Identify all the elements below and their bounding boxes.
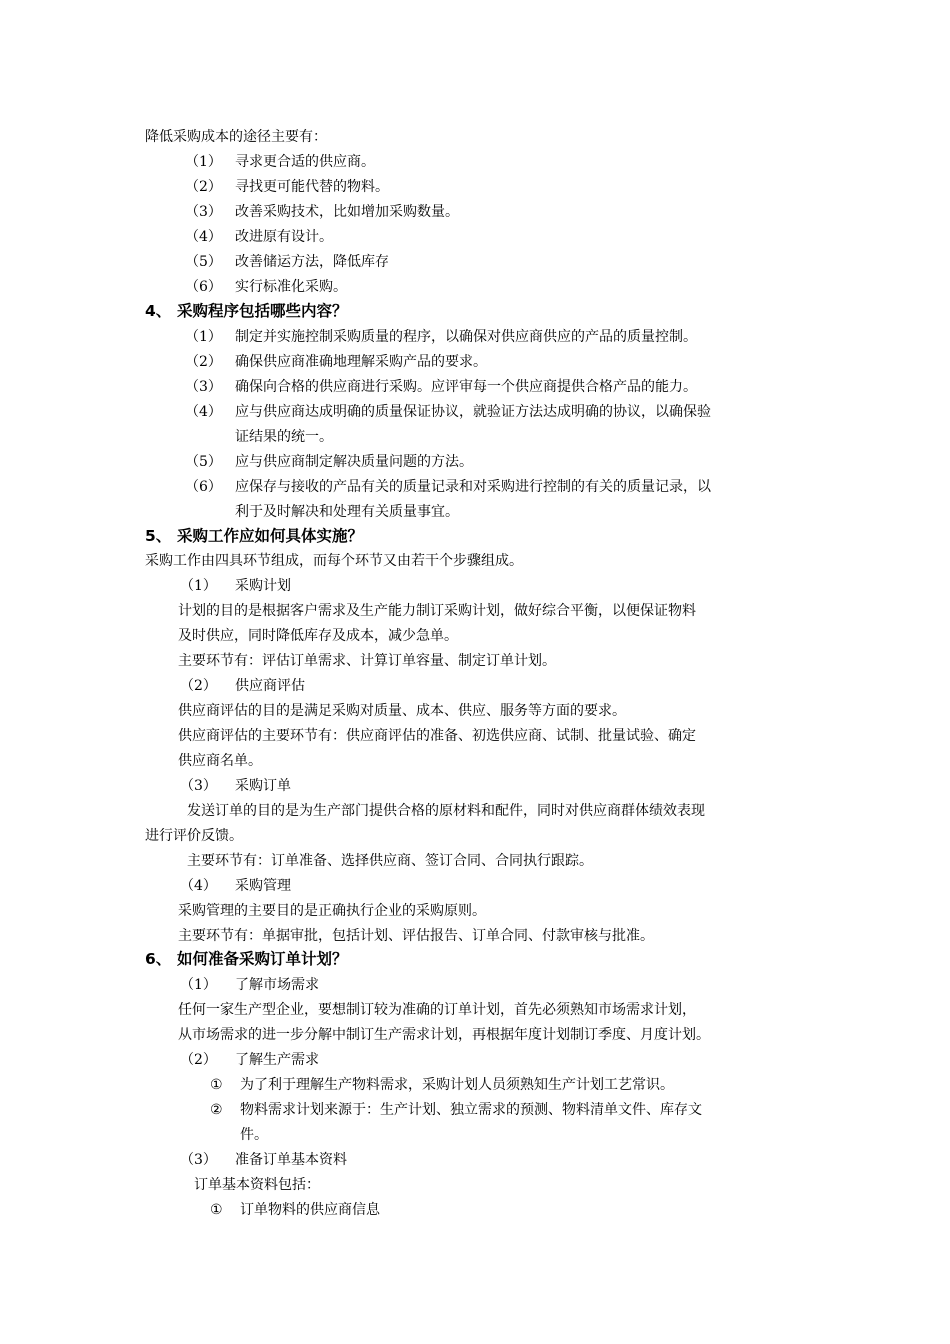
q5-s2-title: 供应商评估 [235, 678, 305, 694]
q4-item-text: 确保供应商准确地理解采购产品的要求。 [235, 354, 487, 370]
q6-s2-item-num: ② [210, 1102, 223, 1118]
q4-item-text: 利于及时解决和处理有关质量事宜。 [235, 504, 459, 520]
q6-heading: 如何准备采购订单计划？ [177, 950, 348, 968]
q4-item-text: 应与供应商制定解决质量问题的方法。 [235, 454, 473, 470]
q6-s2-item-text: 件。 [240, 1127, 268, 1143]
cost-item-num: （6） [185, 279, 222, 295]
q4-item-num: （3） [185, 379, 222, 395]
q6-s2-title: 了解生产需求 [235, 1052, 319, 1068]
q5-heading: 采购工作应如何具体实施？ [177, 527, 364, 545]
cost-intro: 降低采购成本的途径主要有： [145, 129, 327, 145]
q5-s2-paragraph: 供应商评估的目的是满足采购对质量、成本、供应、服务等方面的要求。 [178, 703, 626, 719]
cost-item-num: （1） [185, 154, 222, 170]
q6-s1-paragraph: 任何一家生产型企业，要想制订较为准确的订单计划，首先必须熟知市场需求计划， [178, 1002, 696, 1018]
q6-s1-num: （1） [180, 977, 217, 993]
q4-heading: 采购程序包括哪些内容？ [177, 302, 348, 320]
q4-item-num: （5） [185, 454, 222, 470]
cost-item-num: （2） [185, 179, 222, 195]
q5-s1-steps: 主要环节有：评估订单需求、计算订单容量、制定订单计划。 [178, 653, 556, 669]
cost-item-text: 寻找更可能代替的物料。 [235, 179, 389, 195]
cost-item-text: 寻求更合适的供应商。 [235, 154, 375, 170]
cost-item-text: 改进原有设计。 [235, 229, 333, 245]
cost-item-text: 实行标准化采购。 [235, 279, 347, 295]
q4-item-num: （6） [185, 479, 222, 495]
q5-s3-num: （3） [180, 778, 217, 794]
q5-s4-title: 采购管理 [235, 878, 291, 894]
q6-s2-num: （2） [180, 1052, 217, 1068]
q4-item-text: 应保存与接收的产品有关的质量记录和对采购进行控制的有关的质量记录，以 [235, 479, 711, 495]
q5-s4-steps: 主要环节有：单据审批，包括计划、评估报告、订单合同、付款审核与批准。 [178, 928, 654, 944]
cost-item-num: （5） [185, 254, 222, 270]
q5-s1-title: 采购计划 [235, 578, 291, 594]
q4-item-num: （2） [185, 354, 222, 370]
q4-item-num: （1） [185, 329, 222, 345]
q5-s3-title: 采购订单 [235, 778, 291, 794]
q6-s3-num: （3） [180, 1152, 217, 1168]
q4-number: 4、 [145, 302, 172, 320]
q5-s1-paragraph: 计划的目的是根据客户需求及生产能力制订采购计划，做好综合平衡，以便保证物料 [178, 603, 696, 619]
q5-intro: 采购工作由四具环节组成，而每个环节又由若干个步骤组成。 [145, 553, 523, 569]
cost-item-num: （3） [185, 204, 222, 220]
q5-number: 5、 [145, 527, 172, 545]
q6-s2-item-text: 物料需求计划来源于：生产计划、独立需求的预测、物料清单文件、库存文 [240, 1102, 702, 1118]
q6-number: 6、 [145, 950, 172, 968]
q6-s1-paragraph: 从市场需求的进一步分解中制订生产需求计划，再根据年度计划制订季度、月度计划。 [178, 1027, 710, 1043]
q5-s3-paragraph: 进行评价反馈。 [145, 828, 243, 844]
q4-item-text: 确保向合格的供应商进行采购。应评审每一个供应商提供合格产品的能力。 [235, 379, 697, 395]
q5-s4-num: （4） [180, 878, 217, 894]
q6-s3-intro: 订单基本资料包括： [194, 1177, 320, 1193]
q5-s2-steps: 供应商名单。 [178, 753, 262, 769]
q5-s2-steps: 供应商评估的主要环节有：供应商评估的准备、初选供应商、试制、批量试验、确定 [178, 728, 696, 744]
q5-s2-num: （2） [180, 678, 217, 694]
q5-s3-steps: 主要环节有：订单准备、选择供应商、签订合同、合同执行跟踪。 [187, 853, 593, 869]
q6-s2-item-num: ① [210, 1077, 223, 1093]
q6-s2-item-text: 为了利于理解生产物料需求，采购计划人员须熟知生产计划工艺常识。 [240, 1077, 674, 1093]
q6-s3-item-text: 订单物料的供应商信息 [240, 1202, 380, 1218]
cost-item-text: 改善储运方法，降低库存 [235, 254, 389, 270]
q4-item-text: 应与供应商达成明确的质量保证协议，就验证方法达成明确的协议，以确保验 [235, 404, 711, 420]
q4-item-text: 证结果的统一。 [235, 429, 333, 445]
cost-item-num: （4） [185, 229, 222, 245]
q5-s3-paragraph: 发送订单的目的是为生产部门提供合格的原材料和配件，同时对供应商群体绩效表现 [187, 803, 705, 819]
q6-s3-item-num: ① [210, 1202, 223, 1218]
q4-item-text: 制定并实施控制采购质量的程序，以确保对供应商供应的产品的质量控制。 [235, 329, 697, 345]
q5-s1-num: （1） [180, 578, 217, 594]
cost-item-text: 改善采购技术，比如增加采购数量。 [235, 204, 459, 220]
q5-s1-paragraph: 及时供应，同时降低库存及成本，减少急单。 [178, 628, 458, 644]
q4-item-num: （4） [185, 404, 222, 420]
q6-s1-title: 了解市场需求 [235, 977, 319, 993]
q6-s3-title: 准备订单基本资料 [235, 1152, 347, 1168]
q5-s4-paragraph: 采购管理的主要目的是正确执行企业的采购原则。 [178, 903, 486, 919]
